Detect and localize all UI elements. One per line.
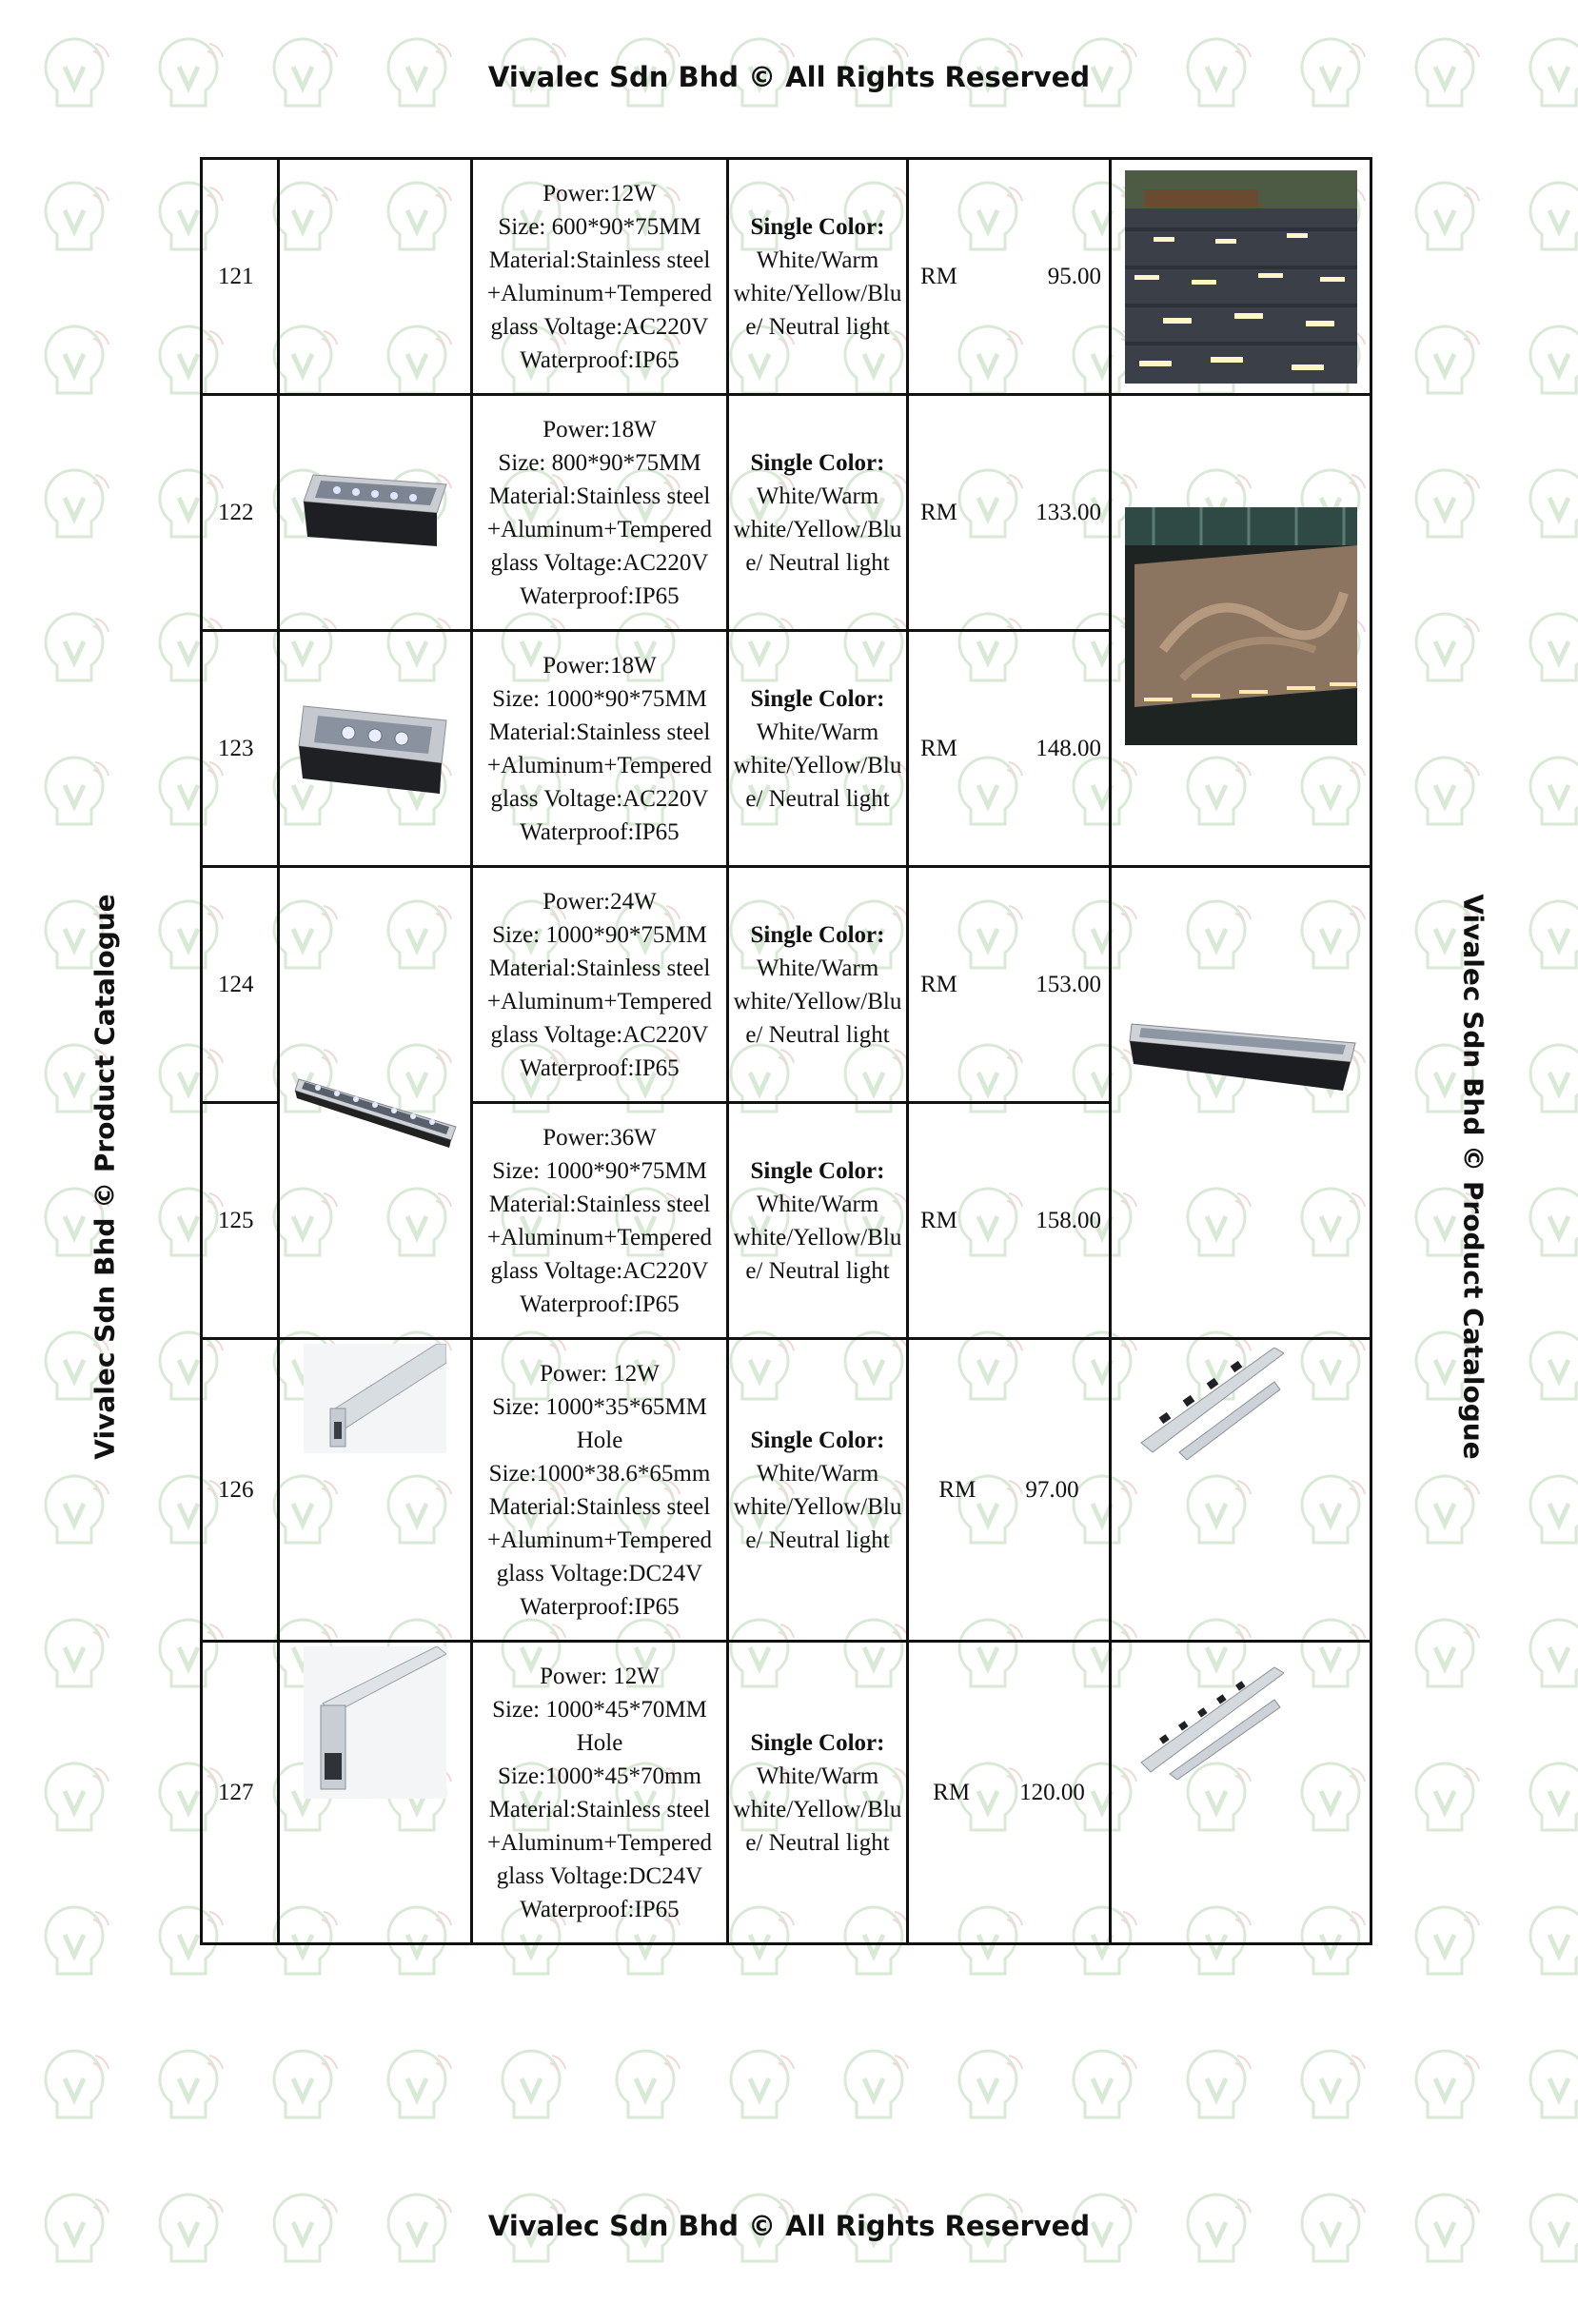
application-photo-cell [1111,159,1371,395]
currency-label: RM [920,264,957,289]
color-options: Single Color: White/Warm white/Yellow/Blu e/ Neutral light [728,1103,908,1339]
watermark-logo [1416,1907,1479,1974]
linear-light-image [289,1041,461,1155]
product-spec: Power:18W Size: 1000*90*75MM Material:Stainless steel +Aluminum+Tempered glass Voltage:AC220V Waterproof:IP65 [472,631,728,867]
product-spec: Power:24W Size: 1000*90*75MM Material:Stainless steel +Aluminum+Tempered glass Voltage:AC220V Waterproof:IP65 [472,867,728,1103]
linear-light-photo [1122,995,1360,1110]
side-label-right: Vivalec Sdn Bhd © Product Catalogue [1457,894,1489,1460]
table-row [202,395,1371,631]
color-options: Single Color: White/Warm white/Yellow/Blu e/ Neutral light [728,867,908,1103]
watermark-logo [1530,1045,1578,1112]
color-options: Single Color: White/Warm white/Yellow/Blu e/ Neutral light [728,1642,908,1944]
currency-label: RM [920,500,957,525]
product-number: 125 [202,1103,279,1339]
watermark-logo [46,1763,108,1830]
watermark-logo [46,326,108,393]
watermark-logo [46,2051,108,2117]
product-spec: Power: 12W Size: 1000*45*70MM Hole Size:1000*45*70mm Material:Stainless steel +Aluminum+Tempered glass Voltage:DC24V Waterproof:IP65 [472,1642,728,1944]
page-header: Vivalec Sdn Bhd © All Rights Reserved [487,61,1091,93]
table-row [202,1642,1371,1944]
watermark-logo [1416,326,1479,393]
color-options: Single Color: White/Warm white/Yellow/Blu e/ Neutral light [728,631,908,867]
currency-label: RM [920,972,957,997]
product-price [908,867,1111,1103]
color-options: Single Color: White/Warm white/Yellow/Blu e/ Neutral light [728,395,908,631]
color-options: Single Color: White/Warm white/Yellow/Blu e/ Neutral light [728,1339,908,1642]
watermark-logo [1530,2051,1578,2117]
watermark-logo [1302,2051,1365,2117]
product-price [908,1103,1111,1339]
currency-label: RM [938,1477,976,1503]
watermark-logo [1530,1620,1578,1686]
price-value: 148.00 [1036,736,1101,761]
product-number: 124 [202,867,279,1103]
table-row [202,867,1371,1103]
color-options: Single Color: White/Warm white/Yellow/Blu e/ Neutral light [728,159,908,395]
watermark-logo [617,2051,680,2117]
profile-light-photo [1132,1658,1284,1782]
watermark-logo [1416,1620,1479,1686]
watermark-logo [1530,326,1578,393]
watermark-logo [1416,183,1479,249]
watermark-logo [46,1620,108,1686]
page-footer: Vivalec Sdn Bhd © All Rights Reserved [487,2210,1091,2242]
currency-label: RM [920,736,957,761]
product-number: 122 [202,395,279,631]
watermark-logo [46,614,108,680]
product-spec: Power: 12W Size: 1000*35*65MM Hole Size:1000*38.6*65mm Material:Stainless steel +Aluminum+Tempered glass Voltage:DC24V Waterproof:IP65 [472,1339,728,1642]
watermark-logo [1188,2051,1251,2117]
product-number: 123 [202,631,279,867]
product-table [200,157,1372,1945]
price-value: 95.00 [1047,264,1101,289]
recessed-light-image [289,687,461,801]
price-value: 97.00 [1025,1477,1079,1503]
watermark-logo [1530,1476,1578,1543]
watermark-logo [731,2051,794,2117]
watermark-logo [46,470,108,537]
currency-label: RM [933,1780,971,1805]
watermark-logo [388,2051,451,2117]
product-image-cell [279,867,472,1339]
product-price [908,1642,1111,1944]
product-price [908,159,1111,395]
product-image-cell [279,631,472,867]
product-price [908,1339,1111,1642]
aluminum-profile-image [304,1646,446,1799]
watermark-logo [503,2051,565,2117]
product-number: 121 [202,159,279,395]
watermark-logo [959,2051,1022,2117]
product-image-cell [279,395,472,631]
application-photo-cell [1111,867,1371,1339]
watermark-logo [274,2051,337,2117]
product-price [908,395,1111,631]
watermark-logo [1416,470,1479,537]
watermark-logo [1530,1763,1578,1830]
product-image-cell [279,159,472,395]
watermark-logo [1530,1907,1578,1974]
watermark-logo [1530,901,1578,968]
price-value: 133.00 [1036,500,1101,525]
wall-lighting-photo [1125,507,1357,745]
currency-label: RM [920,1208,957,1233]
table-row [202,159,1371,395]
watermark-logo [1530,758,1578,824]
profile-light-photo [1132,1348,1284,1471]
table-row [202,1339,1371,1642]
application-photo-cell [1111,395,1371,867]
paving-lights-photo [1125,170,1357,384]
product-spec: Power:36W Size: 1000*90*75MM Material:Stainless steel +Aluminum+Tempered glass Voltage:AC220V Waterproof:IP65 [472,1103,728,1339]
watermark-logo [1416,2051,1479,2117]
watermark-logo [1530,1189,1578,1255]
aluminum-profile-image [304,1344,446,1453]
watermark-logo [1416,614,1479,680]
watermark-logo [1530,183,1578,249]
watermark-logo [46,1907,108,1974]
product-number: 126 [202,1339,279,1642]
product-image-cell [279,1642,472,1944]
side-label-left: Vivalec Sdn Bhd © Product Catalogue [89,894,121,1460]
product-price [908,631,1111,867]
watermark-logo [1530,470,1578,537]
watermark-logo [845,2051,908,2117]
price-value: 158.00 [1036,1208,1101,1233]
watermark-logo [46,183,108,249]
watermark-logo [1530,614,1578,680]
product-number: 127 [202,1642,279,1944]
price-value: 120.00 [1019,1780,1085,1805]
watermark-logo [1416,1763,1479,1830]
recessed-light-image [294,456,456,561]
watermark-logo [1530,1332,1578,1399]
application-photo-cell [1111,1642,1371,1944]
watermark-logo [160,2051,223,2117]
product-spec: Power:12W Size: 600*90*75MM Material:Stainless steel +Aluminum+Tempered glass Voltage:AC220V Waterproof:IP65 [472,159,728,395]
price-value: 153.00 [1036,972,1101,997]
application-photo-cell [1111,1339,1371,1642]
product-image-cell [279,1339,472,1642]
watermark-logo [1074,2051,1136,2117]
product-spec: Power:18W Size: 800*90*75MM Material:Stainless steel +Aluminum+Tempered glass Voltage:AC220V Waterproof:IP65 [472,395,728,631]
